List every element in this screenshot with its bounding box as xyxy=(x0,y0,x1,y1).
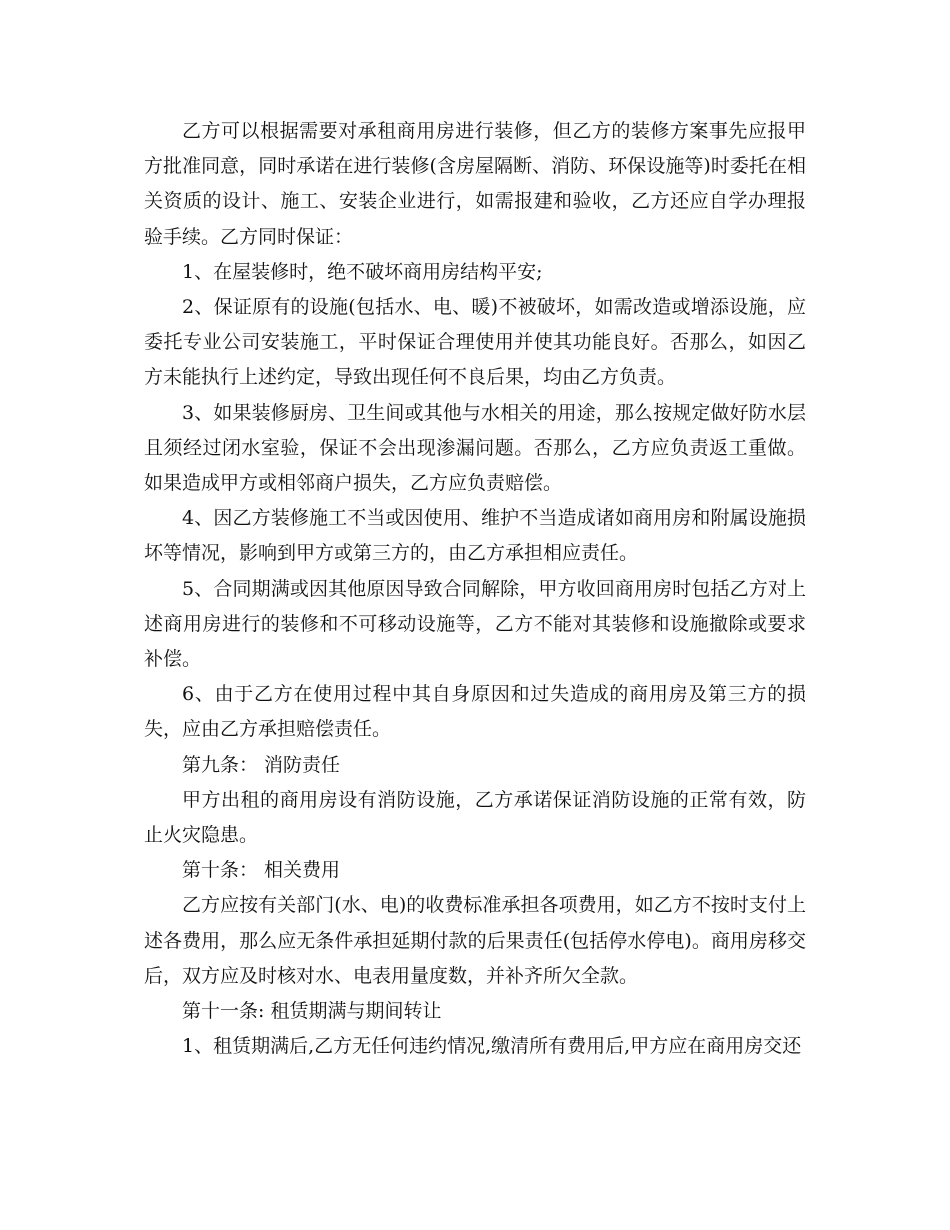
paragraph-lease-expiry-item-1: 1、租赁期满后,乙方无任何违约情况,缴清所有费用后,甲方应在商用房交还 xyxy=(182,1035,802,1058)
paragraph-fire-safety: 甲方出租的商用房设有消防设施，乙方承诺保证消防设施的正常有效，防止火灾隐患。 xyxy=(144,788,806,847)
paragraph-renovation-terms: 乙方可以根据需要对承租商用房进行装修，但乙方的装修方案事先应报甲方批准同意，同时承诺在进行装修(含房屋隔断、消防、环保设施等)时委托在相关资质的设计、施工、安装企业进行，如需报建和验收，乙方还应自学办理报验手续。乙方同时保证： xyxy=(144,120,806,248)
paragraph-item-5: 5、合同期满或因其他原因导致合同解除，甲方收回商用房时包括乙方对上述商用房进行的装修和不可移动设施等，乙方不能对其装修和设施撤除或要求补偿。 xyxy=(144,577,806,671)
paragraph-item-1: 1、在屋装修时，绝不破坏商用房结构平安; xyxy=(182,260,543,283)
document-page xyxy=(144,114,806,1064)
paragraph-item-6: 6、由于乙方在使用过程中其自身原因和过失造成的商用房及第三方的损失，应由乙方承担赔偿责任。 xyxy=(144,683,806,741)
paragraph-fees: 乙方应按有关部门(水、电)的收费标准承担各项费用，如乙方不按时支付上述各费用，那么应无条件承担延期付款的后果责任(包括停水停电)。商用房移交后，双方应及时核对水、电表用量度数，并补齐所欠全款。 xyxy=(144,894,806,987)
article-10-heading: 第十条： 相关费用 xyxy=(182,859,341,882)
paragraph-item-2: 2、保证原有的设施(包括水、电、暖)不被破坏，如需改造或增添设施，应委托专业公司安装施工，平时保证合理使用并使其功能良好。否那么，如因乙方未能执行上述约定，导致出现任何不良后果，均由乙方负责。 xyxy=(144,296,806,389)
paragraph-item-4: 4、因乙方装修施工不当或因使用、维护不当造成诸如商用房和附属设施损坏等情况，影响到甲方或第三方的，由乙方承担相应责任。 xyxy=(144,507,806,565)
article-9-heading: 第九条： 消防责任 xyxy=(182,753,341,776)
paragraph-item-3: 3、如果装修厨房、卫生间或其他与水相关的用途，那么按规定做好防水层且须经过闭水室验，保证不会出现渗漏问题。否那么，乙方应负责返工重做。如果造成甲方或相邻商户损失，乙方应负责赔偿。 xyxy=(144,401,806,495)
article-11-heading: 第十一条: 租赁期满与期间转让 xyxy=(182,1000,442,1023)
